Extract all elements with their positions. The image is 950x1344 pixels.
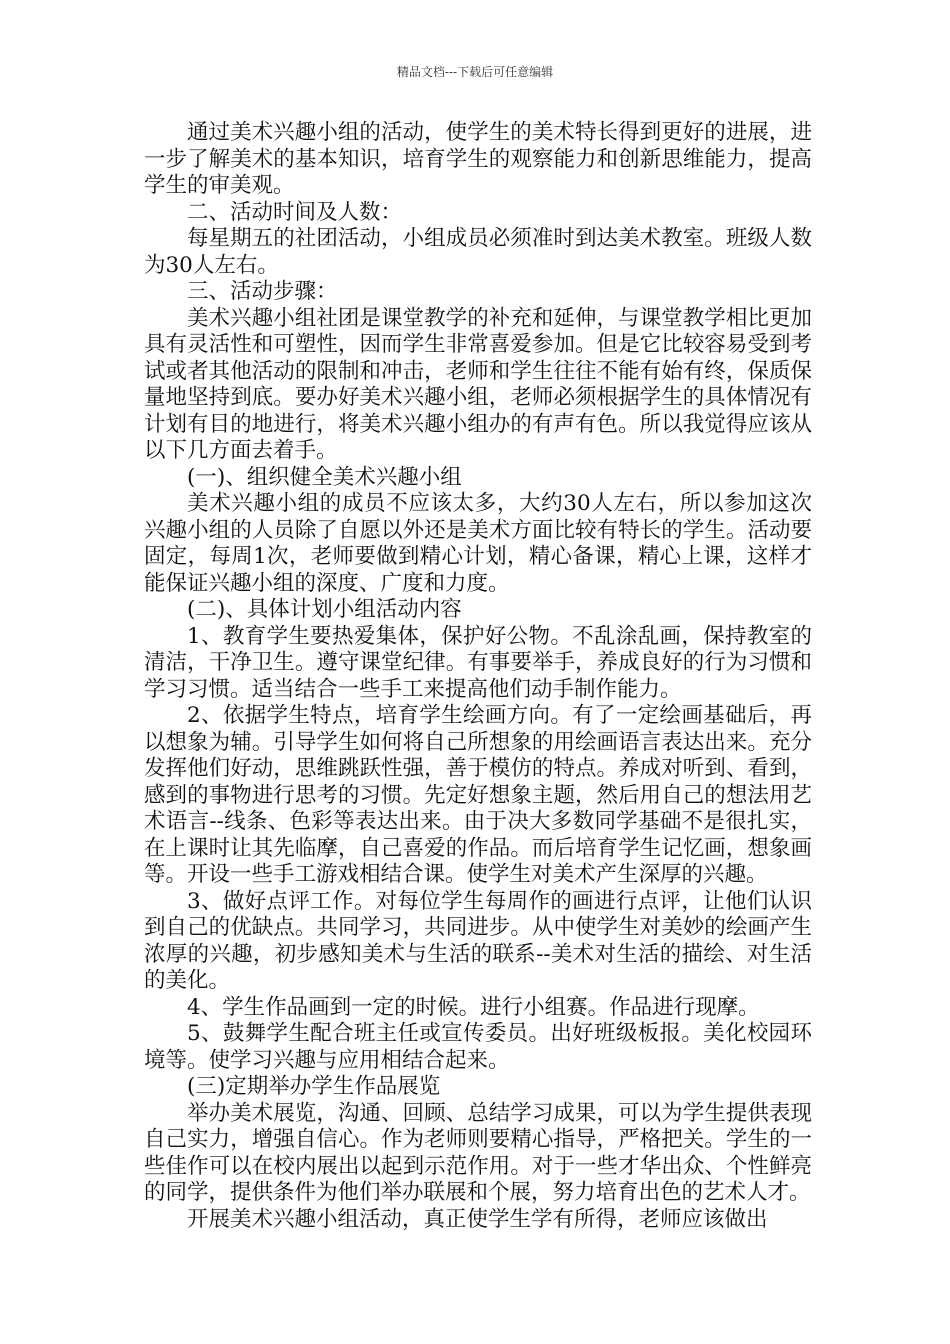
list-item-3: 3、做好点评工作。对每位学生每周作的画进行点评，让他们认识到自己的优缺点。共同学习，共同进步。从中使学生对美妙的绘画产生浓厚的兴趣，初步感知美术与生活的联系--美术对生活的描绘、对生活的美化。 <box>144 888 812 993</box>
subheading-organize: (一)、组织健全美术兴趣小组 <box>187 464 462 490</box>
paragraph-organize: 美术兴趣小组的成员不应该太多，大约30人左右，所以参加这次兴趣小组的人员除了自愿以外还是美术方面比较有特长的学生。活动要固定，每周1次，老师要做到精心计划，精心备课，精心上课，这样才能保证兴趣小组的深度、广度和力度。 <box>144 491 812 596</box>
paragraph-intro: 通过美术兴趣小组的活动，使学生的美术特长得到更好的进展，进一步了解美术的基本知识，培育学生的观察能力和创新思维能力，提高学生的审美观。 <box>144 120 812 198</box>
list-item-4: 4、学生作品画到一定的时候。进行小组赛。作品进行现摩。 <box>187 994 760 1020</box>
paragraph-exhibition: 举办美术展览，沟通、回顾、总结学习成果，可以为学生提供表现自己实力，增强自信心。作为老师则要精心指导，严格把关。学生的一些佳作可以在校内展出以起到示范作用。对于一些才华出众、个性鲜亮的同学，提供条件为他们举办联展和个展，努力培育出色的艺术人才。 <box>144 1100 812 1205</box>
subheading-plan: (二)、具体计划小组活动内容 <box>187 597 462 622</box>
subheading-exhibition: (三)定期举办学生作品展览 <box>187 1074 441 1099</box>
paragraph-closing: 开展美术兴趣小组活动，真正使学生学有所得，老师应该做出 <box>187 1206 768 1232</box>
page-header: 精品文档---下载后可任意编辑 <box>396 65 554 79</box>
section-heading-steps: 三、活动步骤： <box>187 279 338 304</box>
document-body <box>144 120 812 1233</box>
list-item-2: 2、依据学生特点，培育学生绘画方向。有了一定绘画基础后，再以想象为辅。引导学生如何将自己所想象的用绘画语言表达出来。充分发挥他们好动，思维跳跃性强，善于模仿的特点。养成对听到、看到，感到的事物进行思考的习惯。先定好想象主题，然后用自己的想法用艺术语言--线条、色彩等表达出来。由于决大多数同学基础不是很扎实，在上课时让其先临摩，自己喜爱的作品。而后培育学生记忆画，想象画等。开设一些手工游戏相结合课。使学生对美术产生深厚的兴趣。 <box>144 703 812 887</box>
section-heading-time: 二、活动时间及人数： <box>187 199 403 225</box>
list-item-5: 5、鼓舞学生配合班主任或宣传委员。出好班级板报。美化校园环境等。使学习兴趣与应用相结合起来。 <box>144 1021 812 1073</box>
list-item-1: 1、教育学生要热爱集体，保护好公物。不乱涂乱画，保持教室的清洁，干净卫生。遵守课堂纪律。有事要举手，养成良好的行为习惯和学习习惯。适当结合一些手工来提高他们动手制作能力。 <box>144 623 812 702</box>
paragraph-steps: 美术兴趣小组社团是课堂教学的补充和延伸，与课堂教学相比更加具有灵活性和可塑性，因而学生非常喜爱参加。但是它比较容易受到考试或者其他活动的限制和冲击，老师和学生往往不能有始有终，保质保量地坚持到底。要办好美术兴趣小组，老师必须根据学生的具体情况有计划有目的地进行，将美术兴趣小组办的有声有色。所以我觉得应该从以下几方面去着手。 <box>144 305 812 463</box>
paragraph-time: 每星期五的社团活动，小组成员必须准时到达美术教室。班级人数为30人左右。 <box>144 226 812 278</box>
